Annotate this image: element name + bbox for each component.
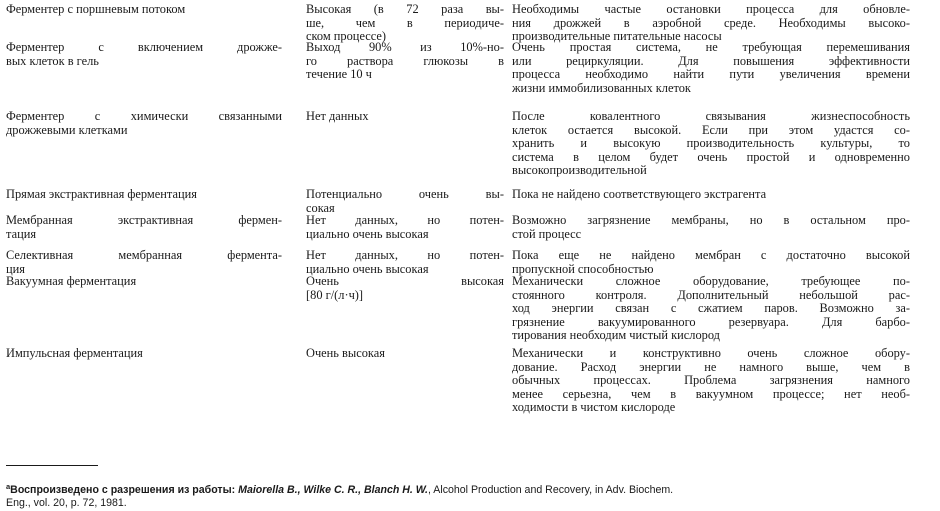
productivity-cell: [306, 41, 504, 82]
productivity-cell-line: [80 г/(л·ч)]: [306, 287, 364, 302]
table-row: [6, 40, 910, 95]
comment-cell-line: Необходимы частые остановки процесса для обновле-: [512, 2, 910, 16]
footnote-authors: Maiorella B., Wilke C. R., Blanch H. W.: [238, 484, 428, 496]
productivity-cell-line: Очень высокая: [306, 274, 504, 288]
method-cell: [6, 275, 282, 289]
comment-cell: [512, 249, 910, 276]
productivity-cell-line: Потенциально очень вы-: [306, 187, 504, 201]
comment-cell-line: стой процесс: [512, 226, 582, 241]
method-cell-line: ция: [6, 261, 25, 276]
method-cell-line: вых клеток в гель: [6, 53, 99, 68]
comment-cell-line: Механически и конструктивно очень сложное обору-: [512, 346, 910, 360]
comment-cell-line: высокопроизводительной: [512, 163, 647, 178]
method-cell: [6, 214, 282, 241]
method-cell: [6, 347, 282, 361]
comment-cell-line: стоянного контроля. Дополнительный небольшой рас-: [512, 287, 910, 302]
productivity-cell-line: Нет данных, но потен-: [306, 248, 504, 262]
comment-cell-line: После ковалентного связывания жизнеспособность: [512, 109, 910, 123]
comment-cell-line: система в целом будет очень простой и одновременно: [512, 149, 910, 164]
method-cell-line: Ферментер с поршневым потоком: [6, 2, 186, 16]
comment-cell-line: процесса необходимо найти пути увеличения времени: [512, 67, 910, 82]
comment-cell-line: Пока еще не найдено мембран с достаточно высокой: [512, 248, 910, 262]
method-cell-line: Ферментер с химически связанными: [6, 109, 282, 123]
comment-cell-line: ход энергии связан с сжатием паров. Возможно за-: [512, 301, 910, 316]
footnote-source-line1: , Alcohol Production and Recovery, in Adv. Biochem.: [427, 484, 674, 496]
productivity-cell-line: Очень высокая: [306, 346, 385, 360]
table-row: [6, 248, 910, 276]
productivity-cell: [306, 3, 504, 44]
comment-cell-line: клеток остается высокой. Если при этом удастся со-: [512, 122, 910, 137]
comment-cell-line: ния дрожжей в аэробной среде. Необходимы высоко-: [512, 15, 910, 30]
table-row: [6, 346, 910, 415]
table-row: [6, 213, 910, 241]
comment-cell: [512, 3, 910, 44]
productivity-cell-line: ском процессе): [306, 29, 387, 44]
productivity-cell: [306, 275, 504, 302]
method-cell-line: Ферментер с включением дрожже-: [6, 40, 282, 54]
productivity-cell-line: Высокая (в 72 раза вы-: [306, 2, 504, 16]
method-cell-line: Мембранная экстрактивная фермен-: [6, 213, 282, 227]
productivity-cell: [306, 188, 504, 215]
productivity-cell: [306, 110, 504, 124]
productivity-cell: [306, 249, 504, 276]
method-cell-line: Прямая экстрактивная ферментация: [6, 187, 197, 201]
productivity-cell: [306, 214, 504, 241]
comment-cell: [512, 347, 910, 415]
comment-cell: [512, 110, 910, 178]
comment-cell-line: грязнение вакуумированного резервуара. Для барбо-: [512, 314, 910, 329]
method-cell: [6, 249, 282, 276]
productivity-cell-line: го раствора глюкозы в: [306, 53, 504, 68]
method-cell-line: тация: [6, 226, 37, 241]
comment-cell-line: обычных процессах. Проблема загрязнения намного: [512, 373, 910, 388]
comment-cell-line: ходимости в чистом кислороде: [512, 400, 676, 415]
table-row: [6, 2, 910, 44]
productivity-cell: [306, 347, 504, 361]
footnote-rule: [6, 465, 98, 466]
productivity-cell-line: Нет данных: [306, 109, 369, 123]
comment-cell-line: менее серьезна, чем в вакуумном процессе; нет необ-: [512, 386, 910, 401]
method-cell-line: Вакуумная ферментация: [6, 274, 137, 288]
method-cell-line: Импульсная ферментация: [6, 346, 143, 360]
method-cell-line: Селективная мембранная фермента-: [6, 248, 282, 262]
comment-cell-line: производительные питательные насосы: [512, 29, 722, 44]
comment-cell: [512, 41, 910, 95]
productivity-cell-line: циально очень высокая: [306, 226, 429, 241]
comment-cell-line: тирования необходим чистый кислород: [512, 328, 720, 343]
method-cell-line: дрожжевыми клетками: [6, 122, 128, 137]
table-row: [6, 188, 878, 215]
method-cell: [6, 41, 282, 68]
comment-cell: [512, 275, 910, 343]
comment-cell-line: Механически сложное оборудование, требующее по-: [512, 274, 910, 288]
productivity-cell-line: ше, чем в периодиче-: [306, 15, 504, 30]
productivity-cell-line: сокая: [306, 200, 335, 215]
comment-cell-line: Возможно загрязнение мембраны, но в остальном про-: [512, 213, 910, 227]
footnote: [6, 481, 934, 509]
comment-cell: [512, 214, 910, 241]
footnote-mark: а: [6, 482, 11, 491]
method-cell: [6, 188, 282, 202]
method-cell: [6, 3, 282, 17]
comment-cell-line: Пока не найдено соответствующего экстрагента: [512, 187, 767, 201]
footnote-intro: Воспроизведено с разрешения из работы:: [10, 484, 239, 496]
method-cell: [6, 110, 282, 137]
table-row: [6, 274, 910, 343]
comment-cell-line: или рециркуляции. Для повышения эффективности: [512, 53, 910, 68]
comment-cell-line: пропускной способностью: [512, 261, 654, 276]
productivity-cell-line: течение 10 ч: [306, 67, 372, 82]
footnote-source-line2: Eng., vol. 20, p. 72, 1981.: [6, 496, 127, 509]
comment-cell: [512, 188, 910, 202]
table-row: [6, 109, 910, 178]
productivity-cell-line: Нет данных, но потен-: [306, 213, 504, 227]
comment-cell-line: Очень простая система, не требующая перемешивания: [512, 40, 910, 54]
comment-cell-line: жизни иммобилизованных клеток: [512, 80, 691, 95]
productivity-cell-line: циально очень высокая: [306, 261, 429, 276]
comment-cell-line: хранить и высокую производительность культуры, то: [512, 136, 910, 151]
comment-cell-line: дование. Расход энергии не намного выше, чем в: [512, 359, 910, 374]
productivity-cell-line: Выход 90% из 10%-но-: [306, 40, 504, 54]
